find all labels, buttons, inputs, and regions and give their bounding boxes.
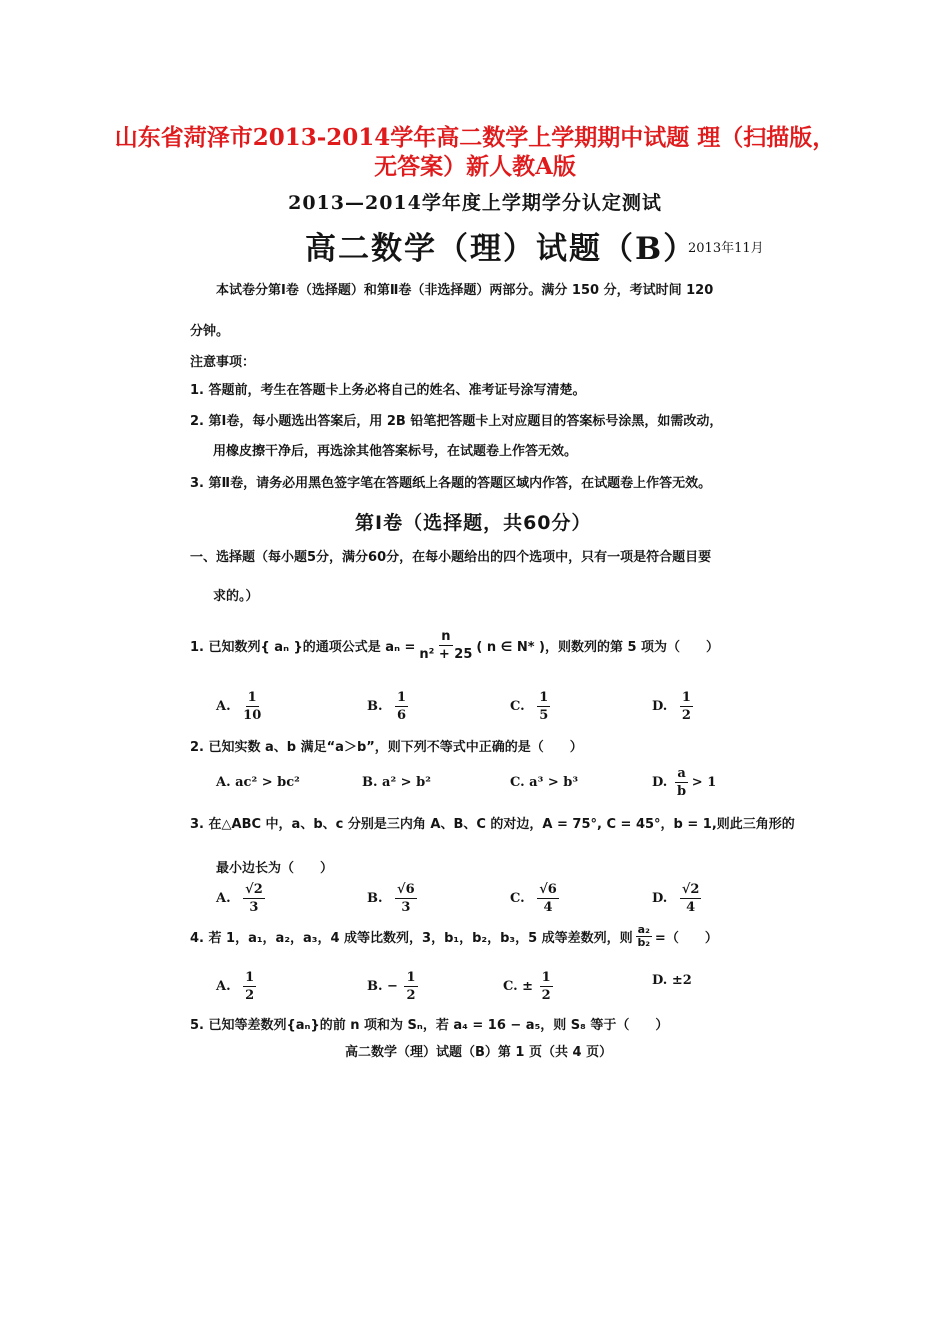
option-label: A. [216, 979, 231, 994]
fraction-numerator: 1 [539, 690, 549, 705]
fraction-numerator: √6 [539, 882, 557, 897]
note-1: 1. 答题前，考生在答题卡上务必将自己的姓名、准考证号涂写清楚。 [190, 383, 586, 398]
q4-option-d: D. ±2 [652, 973, 692, 988]
fraction-denominator: b₂ [637, 936, 651, 949]
fraction-denominator: 6 [397, 708, 407, 723]
option-fraction [680, 882, 702, 915]
note-2: 2. 第Ⅰ卷，每小题选出答案后，用 2B 铅笔把答题卡上对应题目的答案标号涂黑，如需改动， [190, 414, 723, 429]
option-fraction [395, 690, 408, 723]
q4-option-c [503, 970, 553, 1003]
question-2: 2. 已知实数 a、b 满足“a＞b”，则下列不等式中正确的是（ ） [190, 740, 583, 755]
option-label: B. [367, 891, 383, 906]
option-label: C. [510, 891, 525, 906]
fraction-numerator: 1 [247, 690, 257, 705]
option-fraction [243, 970, 256, 1003]
fraction-denominator: 2 [406, 988, 416, 1003]
question-4-text-a: 4. 若 1，a₁，a₂，a₃，4 成等比数列，3，b₁，b₂，b₃，5 成等差数列，则 [190, 931, 633, 946]
q4-option-b [367, 970, 418, 1003]
note-2-continued: 用橡皮擦干净后，再选涂其他答案标号，在试题卷上作答无效。 [213, 444, 578, 459]
option-fraction [404, 970, 417, 1003]
note-3: 3. 第Ⅱ卷，请务必用黑色签字笔在答题纸上各题的答题区域内作答，在试题卷上作答无效。 [190, 476, 712, 491]
q1-option-b [367, 690, 408, 723]
question-1 [190, 629, 719, 662]
fraction-denominator: 4 [686, 900, 696, 915]
notice-heading: 注意事项： [190, 355, 256, 370]
section-instruction-line-1: 一、选择题（每小题5分，满分60分，在每小题给出的四个选项中，只有一项是符合题目要 [190, 550, 712, 565]
fraction-numerator: 1 [681, 690, 691, 705]
q3-option-b [367, 882, 417, 915]
exam-subtitle: 2013—2014学年度上学期学分认定测试 [288, 192, 662, 214]
option-fraction [537, 882, 559, 915]
option-label: B. [367, 699, 383, 714]
q2-option-b: B. a² > b² [362, 775, 431, 790]
option-fraction [540, 970, 553, 1003]
question-4-fraction [636, 924, 652, 949]
q1-option-a [216, 690, 261, 723]
fraction-denominator: 3 [249, 900, 259, 915]
question-4 [190, 924, 718, 949]
section-heading: 第Ⅰ卷（选择题，共60分） [355, 512, 592, 534]
q3-option-a [216, 882, 265, 915]
option-label: D. [652, 775, 668, 790]
fraction-denominator: 2 [541, 988, 551, 1003]
option-fraction [395, 882, 417, 915]
question-1-fraction [419, 629, 472, 662]
option-fraction [243, 882, 265, 915]
fraction-numerator: a [677, 766, 686, 781]
document-title-line-2: 无答案）新人教A版 [374, 153, 576, 180]
fraction-numerator: 1 [397, 690, 407, 705]
fraction-denominator: n² + 25 [419, 647, 473, 662]
option-label: C. ± [503, 979, 534, 994]
fraction-numerator: √6 [397, 882, 415, 897]
fraction-numerator: 1 [406, 970, 416, 985]
q1-option-d [652, 690, 693, 723]
option-fraction [537, 690, 550, 723]
question-3-line-2: 最小边长为（ ） [216, 861, 334, 876]
exam-title: 高二数学（理）试题（B） [305, 231, 697, 267]
option-rest: > 1 [691, 775, 717, 790]
option-label: D. [652, 699, 668, 714]
fraction-denominator: b [677, 784, 687, 799]
q3-option-d [652, 882, 701, 915]
section-instruction-line-2: 求的。） [213, 589, 259, 604]
document-title-line-1: 山东省菏泽市2013-2014学年高二数学上学期期中试题 理（扫描版， [114, 124, 836, 151]
question-3-line-1: 3. 在△ABC 中，a、b、c 分别是三内角 A、B、C 的对边，A = 75°, C = 45°，b = 1,则此三角形的 [190, 817, 795, 832]
intro-line-2: 分钟。 [190, 324, 230, 339]
option-label: A. [216, 699, 231, 714]
page-footer: 高二数学（理）试题（B）第 1 页（共 4 页） [345, 1045, 613, 1060]
q2-option-d [652, 766, 716, 799]
fraction-numerator: √2 [245, 882, 263, 897]
fraction-denominator: 10 [243, 708, 262, 723]
option-label: D. [652, 891, 668, 906]
fraction-denominator: 2 [245, 988, 255, 1003]
question-1-text-b: ( n ∈ N* )，则数列的第 5 项为（ ） [476, 640, 720, 655]
fraction-numerator: √2 [681, 882, 700, 897]
fraction-denominator: 4 [543, 900, 553, 915]
option-fraction [680, 690, 693, 723]
intro-line-1: 本试卷分第Ⅰ卷（选择题）和第Ⅱ卷（非选择题）两部分。满分 150 分，考试时间 120 [216, 283, 714, 298]
q1-option-c [510, 690, 550, 723]
fraction-numerator: 1 [541, 970, 551, 985]
exam-date: 2013年11月 [688, 241, 764, 256]
question-5: 5. 已知等差数列{aₙ}的前 n 项和为 Sₙ，若 a₄ = 16 − a₅，则 S₈ 等于（ ） [190, 1018, 669, 1033]
q2-option-c: C. a³ > b³ [510, 775, 579, 790]
question-4-text-b: =（ ） [654, 931, 718, 946]
q3-option-c [510, 882, 559, 915]
option-fraction [243, 690, 261, 723]
fraction-denominator: 2 [681, 708, 691, 723]
fraction-denominator: 3 [401, 900, 411, 915]
option-label: A. [216, 891, 231, 906]
question-1-text-a: 1. 已知数列{ aₙ }的通项公式是 aₙ = [190, 640, 416, 655]
fraction-numerator: 1 [245, 970, 255, 985]
q4-option-a [216, 970, 256, 1003]
q2-option-a: A. ac² > bc² [216, 775, 300, 790]
option-label: B. − [367, 979, 398, 994]
option-label: C. [510, 699, 525, 714]
option-fraction [675, 766, 687, 799]
fraction-denominator: 5 [539, 708, 549, 723]
fraction-numerator: n [441, 629, 451, 644]
fraction-numerator: a₂ [637, 923, 650, 936]
